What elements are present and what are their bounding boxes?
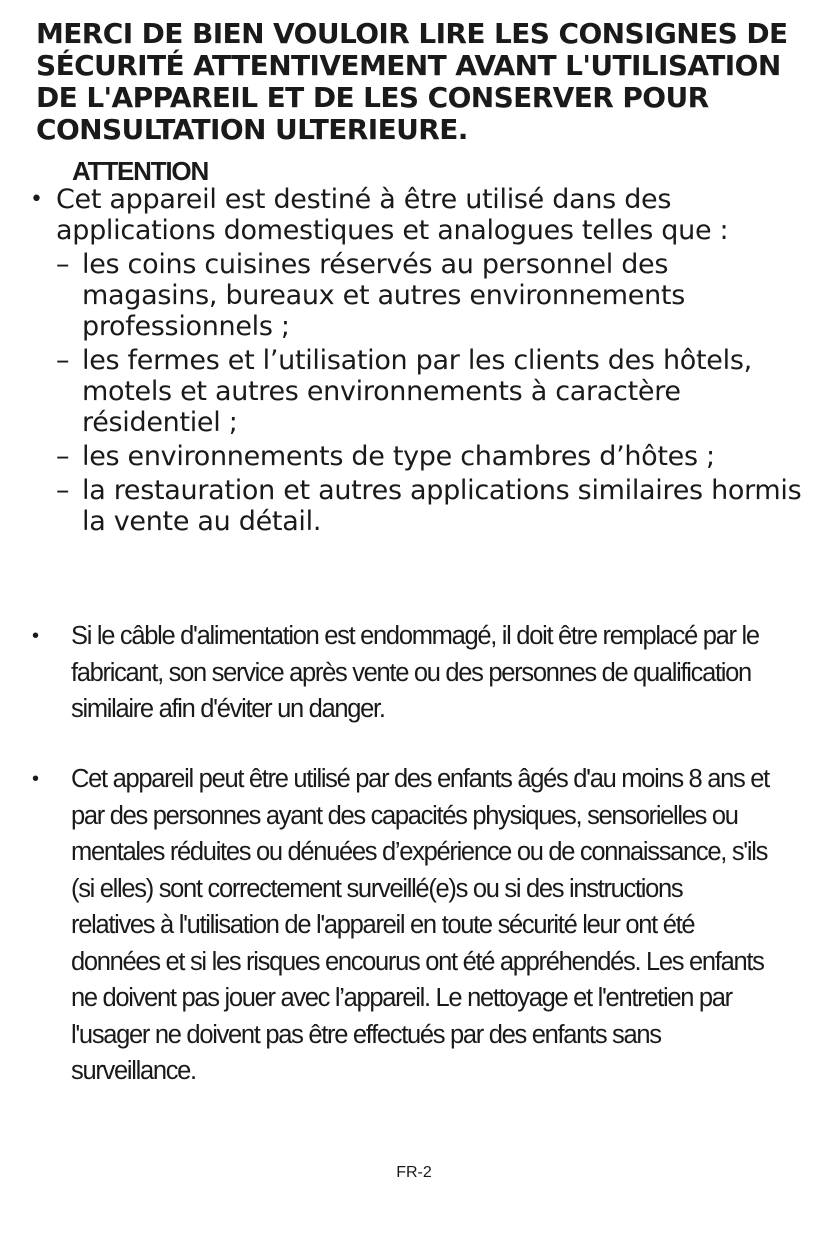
cable-warning-bullet	[30, 618, 770, 728]
usage-item	[56, 345, 802, 438]
usage-bullet	[30, 184, 810, 537]
dash-icon: –	[56, 345, 70, 376]
dash-icon: –	[56, 249, 70, 280]
usage-item	[56, 475, 802, 537]
children-warning-text: Cet appareil peut être utilisé par des enfants âgés d'au moins 8 ans et par des personnes ayant des capacités physiques, sensorielles ou mentales réduites ou dénuées d’expérience ou de connaissance, s'ils (si elles) sont correctement surveillé(e)s ou si des instructions relatives à l'utilisation de l'appareil en toute sécurité leur ont été données et si les risques encourus ont été appréhendés. Les enfants ne doivent pas jouer avec l’appareil. Le nettoyage et l'entretien par l'usager ne doivent pas être effectués par des enfants sans surveillance.	[71, 765, 769, 1085]
usage-item	[56, 441, 802, 472]
usage-item-text: la restauration et autres applications similaires hormis la vente au détail.	[82, 475, 802, 537]
bullet-icon: •	[32, 625, 38, 647]
safety-heading: MERCI DE BIEN VOULOIR LIRE LES CONSIGNES DE SÉCURITÉ ATTENTIVEMENT AVANT L'UTILISATION DE L'APPAREIL ET DE LES CONSERVER POUR CONSULTATION ULTERIEURE.	[36, 17, 788, 146]
usage-item-text: les environnements de type chambres d’hôtes ;	[82, 441, 715, 472]
bullet-icon: •	[32, 768, 38, 790]
usage-item	[56, 249, 802, 342]
children-warning-bullet	[30, 761, 770, 1090]
usage-item-text: les coins cuisines réservés au personnel des magasins, bureaux et autres environnements professionnels ;	[82, 249, 685, 342]
bullet-icon: •	[30, 187, 43, 212]
dash-icon: –	[56, 441, 70, 472]
attention-label: ATTENTION	[72, 156, 209, 186]
cable-warning-text: Si le câble d'alimentation est endommagé, il doit être remplacé par le fabricant, son service après vente ou des personnes de qualification similaire afin d'éviter un danger.	[71, 622, 759, 723]
page-number: FR-2	[396, 1164, 432, 1181]
usage-intro: Cet appareil est destiné à être utilisé dans des applications domestiques et analogues telles que :	[56, 184, 729, 246]
usage-item-text: les fermes et l’utilisation par les clients des hôtels, motels et autres environnements à caractère résidentiel ;	[82, 345, 752, 438]
dash-icon: –	[56, 475, 70, 506]
